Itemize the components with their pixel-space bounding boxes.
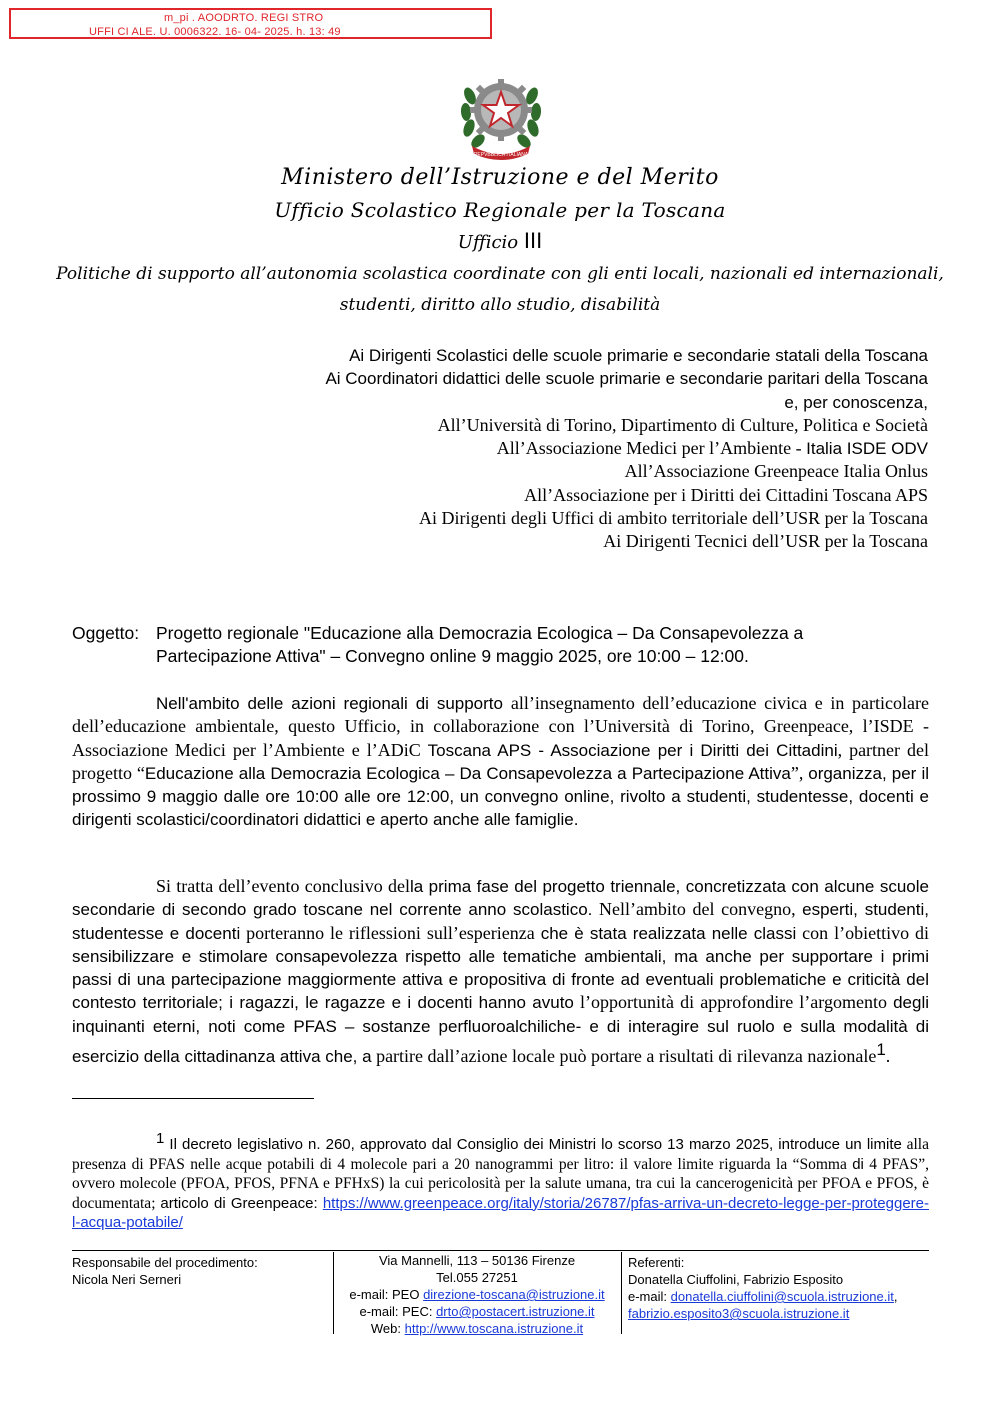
- text-run: partire dall’azione locale può portare a risultati di rilevanza nazionale: [371, 1046, 877, 1067]
- text-run: Nell’ambito del convegno,: [592, 899, 803, 920]
- recipient-text: Italia ISDE ODV: [806, 439, 928, 459]
- subject-block: [72, 622, 929, 668]
- text-run: Educazione alla Democrazia Ecologica – Da Consapevolezza a Partecipazione Attiva: [144, 763, 791, 783]
- text-run: Nell'ambito delle azioni regionali di supporto: [156, 694, 511, 713]
- regional-office-name: Ufficio Scolastico Regionale per la Toscana: [274, 198, 726, 222]
- text-run: organizza, per il prossimo 9 maggio dalle ore 10:00 alle ore 12:00, un convegno online, rivolto a studenti, studentesse, docenti e dirigenti scolastici/coordinatori didattici e aperto anche alle famiglie.: [72, 763, 929, 830]
- recipient-line: Ai Coordinatori didattici delle scuole primarie e secondarie paritari della Toscana: [325, 369, 928, 389]
- text-run: alla presenza di PFAS nelle acque potabili di 4 molecole pari a 20 nanogrammi per litro: il valore limite riguarda la “Somma: [72, 1136, 929, 1173]
- recipient-line: Ai Dirigenti Scolastici delle scuole primarie e secondarie statali della Toscana: [349, 346, 928, 365]
- text-run: con l’obiettivo di: [796, 922, 929, 943]
- recipients-block: [68, 344, 928, 554]
- text-run: ”,: [790, 762, 809, 783]
- web-label: Web:: [370, 1321, 405, 1336]
- text-run: 4 PFAS”, ovvero molecole (PFOA, PFOS, PFNA e PFHxS) la cui pericolosità per la salute umana, tra cui la cancerogenicità per PFOA e PFOS, è documentata;: [72, 1155, 929, 1212]
- footer-separator: [72, 1250, 929, 1251]
- text-run: .: [885, 1046, 891, 1067]
- office-address: Via Mannelli, 113 – 50136 Firenze: [378, 1253, 576, 1268]
- website-link[interactable]: http://www.toscana.istruzione.it: [404, 1321, 584, 1336]
- text-run: la prima fase del progetto triennale, concretizzata con alcune scuole secondarie di secondo grado toscane nel corrente anno scolastico.: [72, 877, 929, 920]
- office-number: [0, 228, 1000, 254]
- recipient-line: Ai Dirigenti degli Uffici di ambito territoriale dell’USR per la Toscana: [419, 508, 928, 529]
- body-paragraph-1: [72, 692, 929, 832]
- footer-divider: [621, 1252, 622, 1334]
- text-run: l’opportunità di approfondire l’argomento: [573, 992, 894, 1013]
- responsible-label: Responsabile del procedimento:: [72, 1255, 258, 1270]
- peo-email-link[interactable]: direzione-toscana@istruzione.it: [423, 1287, 605, 1302]
- text-run: che è stata realizzata nelle classi: [540, 923, 797, 943]
- recipient-line: e, per conoscenza,: [784, 392, 928, 412]
- recipient-line: Ai Dirigenti Tecnici dell’USR per la Toscana: [603, 531, 928, 552]
- protocol-stamp: [9, 8, 492, 39]
- stamp-line-1: m_pi . AOODRTO. REGI STRO: [164, 12, 324, 24]
- text-run: sensibilizzare e stimolare consapevolezza rispetto alle tematiche ambientali, ma anche per supportare i primi passi di una partecipazione maggiormente attiva e propositiva di fronte ad eventuali problematiche e criticità del contesto territoriale; i ragazzi, le ragazze e i docenti hanno avuto: [72, 946, 929, 1013]
- pec-label: e-mail: PEC:: [359, 1304, 437, 1319]
- ministry-name: Ministero dell’Istruzione e del Merito: [281, 165, 719, 190]
- footer-divider: [333, 1252, 334, 1334]
- text-run: Il decreto legislativo n. 260, approvato dal Consiglio dei Ministri lo scorso 13 marzo 2025, introduce un limite: [164, 1136, 902, 1154]
- subject-label: Oggetto:: [72, 623, 140, 643]
- footer-responsible: [72, 1254, 258, 1288]
- text-run: esperti, studenti, studentesse e docenti: [72, 900, 929, 943]
- peo-email-row: [336, 1286, 618, 1303]
- footer-contacts: [336, 1252, 618, 1337]
- ref-email-separator: ,: [893, 1289, 898, 1304]
- footer-referents: [628, 1254, 898, 1322]
- pec-email-row: [336, 1303, 618, 1320]
- subject-line-1: Progetto regionale "Educazione alla Democrazia Ecologica – Da Consapevolezza a: [156, 623, 804, 643]
- footnote-marker: 1: [156, 1130, 165, 1147]
- pec-email-link[interactable]: drto@postacert.istruzione.it: [436, 1304, 595, 1319]
- emblem-ribbon-text: REPVBBLICA ITALIANA: [473, 152, 529, 158]
- peo-label: e-mail: PEO: [349, 1287, 424, 1302]
- text-run: Si tratta dell’evento conclusivo del: [156, 876, 410, 896]
- referent-email-row: [628, 1288, 898, 1305]
- text-run: Toscana APS - Associazione per i Diritti dei Cittadini: [427, 740, 838, 760]
- office-roman-number: III: [523, 228, 543, 253]
- text-run: , partner del progetto “: [72, 739, 929, 783]
- office-phone: Tel.055 27251: [436, 1270, 518, 1285]
- recipient-line: [68, 437, 928, 460]
- text-run: porteranno le riflessioni sull’esperienza: [240, 922, 541, 943]
- website-row: [336, 1320, 618, 1337]
- text-run: di: [852, 1155, 864, 1173]
- repubblica-italiana-emblem-icon: [458, 66, 544, 162]
- responsible-name: Nicola Neri Serneri: [72, 1272, 182, 1287]
- office-policies-line-1: Politiche di supporto all’autonomia scolastica coordinate con gli enti locali, nazionali ed internazionali,: [56, 264, 944, 284]
- office-policies-line-2: studenti, diritto allo studio, disabilità: [339, 295, 661, 315]
- office-label: Ufficio: [457, 232, 519, 253]
- stamp-line-2: UFFI CI ALE. U. 0006322. 16- 04- 2025. h. 13: 49: [89, 26, 341, 38]
- subject-line-2: Partecipazione Attiva" – Convegno online 9 maggio 2025, ore 10:00 – 12:00.: [156, 646, 749, 666]
- greenpeace-article-link[interactable]: https://www.greenpeace.org/italy/storia/26787/pfas-arriva-un-decreto-legge-per-proteggere-l-acqua-potabile/: [72, 1194, 929, 1232]
- recipient-line: All’Associazione per i Diritti dei Cittadini Toscana APS: [524, 484, 928, 505]
- recipient-line: All’Associazione Greenpeace Italia Onlus: [624, 461, 928, 482]
- referent-email-row: [628, 1305, 898, 1322]
- referents-label: Referenti:: [628, 1255, 685, 1270]
- referent-email-link-2[interactable]: fabrizio.esposito3@scuola.istruzione.it: [628, 1306, 850, 1321]
- text-run: all’insegnamento dell’educazione civica e in particolare dell’educazione ambientale, questo Ufficio, in collaborazione con l’Università di Torino, Greenpeace, l’ISDE - Associazione Medici per l’Ambiente e l’ADiC: [72, 693, 929, 760]
- text-run: degli inquinanti eterni, noti come PFAS – sostanze perfluoroalchiliche- e di interagire sul ruolo e sulla modalità di esercizio della cittadinanza attiva che, a: [72, 993, 929, 1067]
- referent-email-link-1[interactable]: donatella.ciuffolini@scuola.istruzione.it: [670, 1289, 894, 1304]
- footnote-reference: 1: [876, 1040, 886, 1060]
- text-run: articolo di Greenpeace:: [160, 1194, 323, 1212]
- recipient-line: All’Università di Torino, Dipartimento di Culture, Politica e Società: [437, 414, 928, 435]
- referents-names: Donatella Ciuffolini, Fabrizio Esposito: [628, 1272, 844, 1287]
- footnote-separator: [72, 1098, 314, 1099]
- footnote: [72, 1129, 929, 1233]
- recipient-text: All’Associazione Medici per l’Ambiente -: [496, 438, 807, 459]
- body-paragraph-2: [72, 875, 929, 1068]
- ref-email-label: e-mail:: [628, 1289, 671, 1304]
